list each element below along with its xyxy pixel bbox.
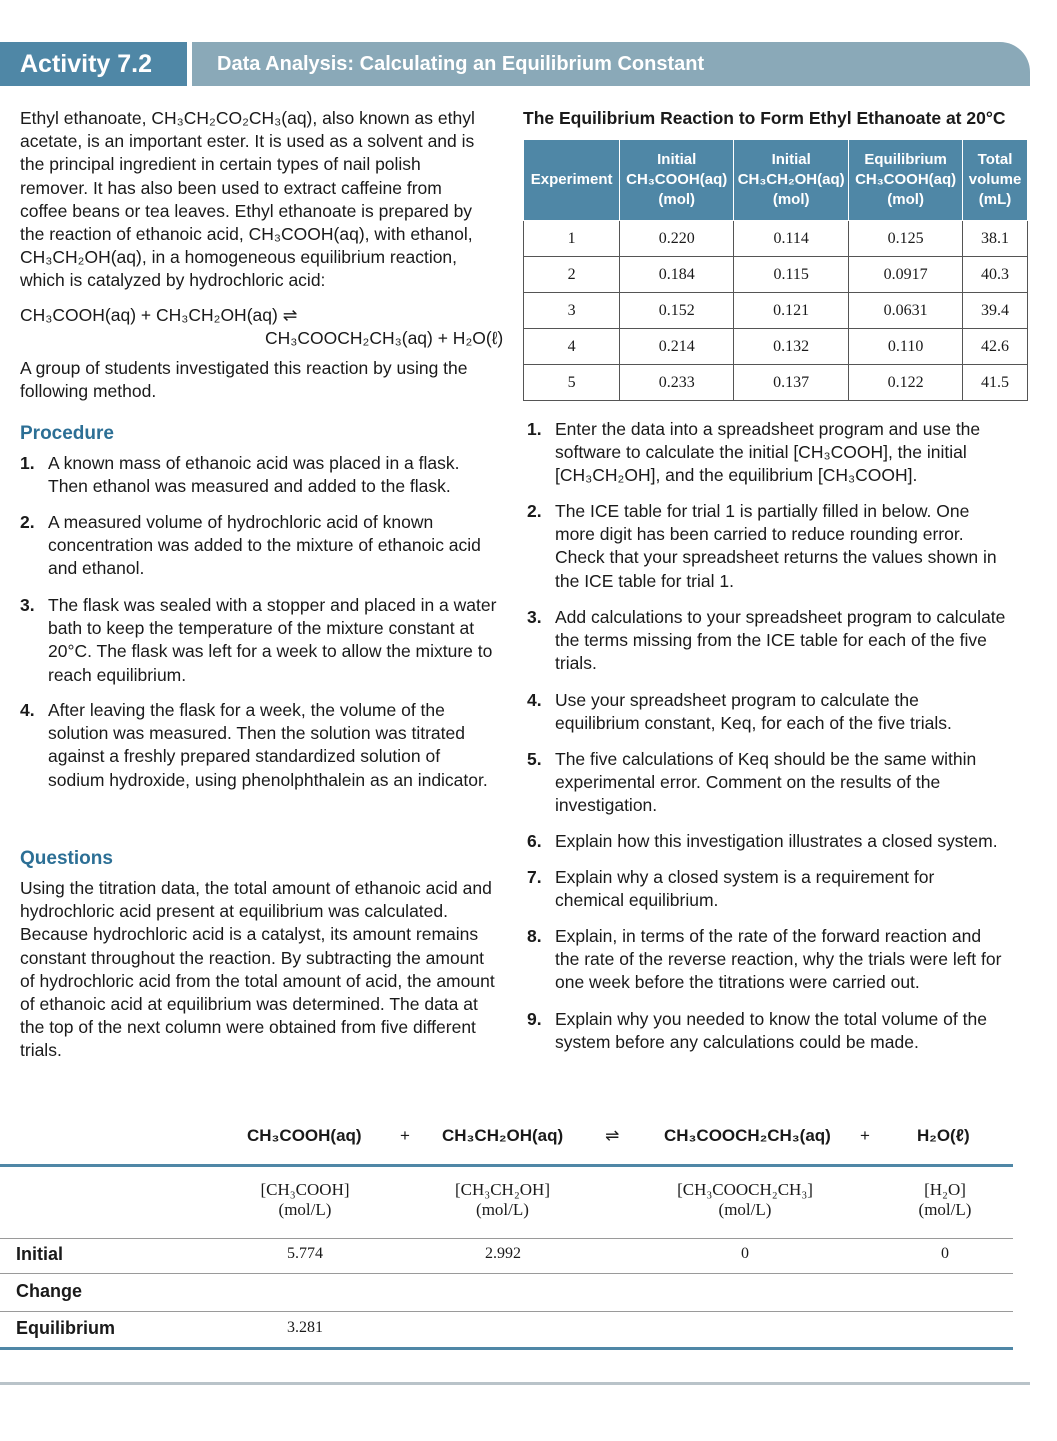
table-row xyxy=(524,365,1028,401)
questions-paragraph: Using the titration data, the total amount of ethanoic acid and hydrochloric acid present at equilibrium was calculated. Because hydrochloric acid is a catalyst, its amount remains constant throughout the reaction. By subtracting the amount of hydrochloric acid from the total amount of acid, the amount of ethanoic acid at equilibrium was determined. The data at the top of the next column were obtained from five different trials. xyxy=(20,878,495,1061)
column-header: Initial CH₃CH₂OH(aq) (mol) xyxy=(734,140,849,221)
procedure-step xyxy=(20,452,490,498)
equilibrium-arrow-icon: ⇌ xyxy=(605,1126,620,1145)
question-text: Explain, in terms of the rate of the forward reaction and the rate of the reverse reaction, why the trials were left for one week before the titrations were carried out. xyxy=(555,926,1002,993)
question-item xyxy=(527,866,1007,912)
table-cell: 0.152 xyxy=(620,293,734,329)
data-table-title: The Equilibrium Reaction to Form Ethyl Ethanoate at 20°C xyxy=(523,108,1006,128)
procedure-step xyxy=(20,594,498,687)
table-row xyxy=(524,257,1028,293)
question-text: Use your spreadsheet program to calculate the equilibrium constant, Keq, for each of the five trials. xyxy=(555,690,952,734)
question-text: Add calculations to your spreadsheet program to calculate the terms missing from the ICE table for each of the five trials. xyxy=(555,607,1006,674)
table-cell: 0.125 xyxy=(849,221,963,257)
question-number: 5. xyxy=(527,749,542,769)
table-cell: 0.0631 xyxy=(849,293,963,329)
step-number: 3. xyxy=(20,595,35,615)
ice-bottom-rule xyxy=(0,1347,1013,1350)
question-item xyxy=(527,606,1007,676)
method-intro: A group of students investigated this reaction by using the following method. xyxy=(20,358,468,402)
ice-cell: 0 xyxy=(941,1245,949,1262)
ice-species-reactant-1: CH₃COOH(aq) xyxy=(247,1126,362,1145)
ice-cell: 3.281 xyxy=(287,1319,323,1336)
question-number: 9. xyxy=(527,1009,542,1029)
ice-row-rule xyxy=(0,1273,1013,1274)
question-number: 8. xyxy=(527,926,542,946)
table-cell: 0.132 xyxy=(734,329,849,365)
step-number: 1. xyxy=(20,453,35,473)
procedure-step xyxy=(20,699,490,792)
table-cell: 39.4 xyxy=(963,293,1028,329)
ice-row-label-change xyxy=(16,1281,82,1302)
ice-species-product-2: H₂O(ℓ) xyxy=(917,1126,970,1145)
step-number: 4. xyxy=(20,700,35,720)
table-row xyxy=(524,293,1028,329)
table-cell: 42.6 xyxy=(963,329,1028,365)
ice-row-rule xyxy=(0,1238,1013,1239)
table-cell: 2 xyxy=(524,257,620,293)
ice-plus: + xyxy=(860,1126,870,1145)
questions-heading: Questions xyxy=(20,848,113,869)
question-text: Explain how this investigation illustrates a closed system. xyxy=(555,831,998,851)
ice-row-rule xyxy=(0,1311,1013,1312)
table-row xyxy=(524,329,1028,365)
question-number: 3. xyxy=(527,607,542,627)
table-cell: 0.0917 xyxy=(849,257,963,293)
ice-unit-header: [CH₃COOCH₂CH₃] (mol/L) xyxy=(677,1180,813,1219)
ice-label-text: Initial xyxy=(16,1244,64,1264)
table-cell: 0.214 xyxy=(620,329,734,365)
table-cell: 0.122 xyxy=(849,365,963,401)
ice-row-label-initial xyxy=(16,1244,63,1265)
equation-right: CH₃COOCH₂CH₃(aq) + H₂O(ℓ) xyxy=(265,328,504,348)
ice-species-reactant-2: CH₃CH₂OH(aq) xyxy=(442,1126,564,1145)
question-item xyxy=(527,748,1007,818)
table-cell: 0.114 xyxy=(734,221,849,257)
question-item xyxy=(527,1008,1007,1054)
question-number: 4. xyxy=(527,690,542,710)
step-text: After leaving the flask for a week, the volume of the solution was measured. Then the solution was titrated against a freshly prepared standardized solution of sodium hydroxide, using phenolphthalein as an indicator. xyxy=(48,700,488,790)
question-text: Enter the data into a spreadsheet program and use the software to calculate the initial [CH₃COOH], the initial [CH₃CH₂OH], and the equilibrium [CH₃COOH]. xyxy=(555,419,981,486)
ice-cell: 5.774 xyxy=(287,1245,323,1262)
column-header: Total volume (mL) xyxy=(963,140,1028,221)
question-item xyxy=(527,925,1007,995)
step-text: A known mass of ethanoic acid was placed in a flask. Then ethanol was measured and added to the flask. xyxy=(48,453,460,497)
activity-title: Data Analysis: Calculating an Equilibrium Constant xyxy=(217,53,705,75)
column-header: Equilibrium CH₃COOH(aq) (mol) xyxy=(849,140,963,221)
question-number: 7. xyxy=(527,867,542,887)
header-divider xyxy=(187,42,192,86)
step-text: The flask was sealed with a stopper and placed in a water bath to keep the temperature of the mixture constant at 20°C. The flask was left for a week to allow the mixture to reach equilibrium. xyxy=(48,595,497,685)
ice-label-text: Equilibrium xyxy=(16,1318,115,1338)
ice-unit-header: [CH₃COOH] (mol/L) xyxy=(260,1180,350,1219)
question-text: Explain why a closed system is a requirement for chemical equilibrium. xyxy=(555,867,935,911)
table-cell: 0.115 xyxy=(734,257,849,293)
ice-species-product-1: CH₃COOCH₂CH₃(aq) xyxy=(664,1126,831,1145)
table-cell: 5 xyxy=(524,365,620,401)
table-cell: 0.110 xyxy=(849,329,963,365)
question-item xyxy=(527,689,1007,735)
ice-cell: 2.992 xyxy=(485,1245,521,1262)
question-text: The five calculations of Keq should be the same within experimental error. Comment on the results of the investigation. xyxy=(555,749,977,816)
question-number: 2. xyxy=(527,501,542,521)
table-cell: 0.137 xyxy=(734,365,849,401)
page-bottom-rule xyxy=(0,1382,1030,1385)
question-number: 6. xyxy=(527,831,542,851)
table-cell: 1 xyxy=(524,221,620,257)
ice-unit-header: [H₂O] (mol/L) xyxy=(918,1180,972,1219)
question-item xyxy=(527,418,1007,488)
table-cell: 0.220 xyxy=(620,221,734,257)
table-cell: 0.233 xyxy=(620,365,734,401)
table-cell: 0.184 xyxy=(620,257,734,293)
question-text: The ICE table for trial 1 is partially filled in below. One more digit has been carried to reduce rounding error. Check that your spreadsheet returns the values shown in the ICE table for trial 1. xyxy=(555,501,997,591)
column-header: Experiment xyxy=(524,140,620,221)
equation-left: CH₃COOH(aq) + CH₃CH₂OH(aq) ⇌ xyxy=(20,305,298,325)
step-text: A measured volume of hydrochloric acid of known concentration was added to the mixture of ethanoic acid and ethanol. xyxy=(48,512,481,579)
table-cell: 0.121 xyxy=(734,293,849,329)
ice-top-rule xyxy=(0,1164,1013,1167)
question-number: 1. xyxy=(527,419,542,439)
question-text: Explain why you needed to know the total volume of the system before any calculations could be made. xyxy=(555,1009,987,1053)
column-header: Initial CH₃COOH(aq) (mol) xyxy=(620,140,734,221)
ice-cell: 0 xyxy=(741,1245,749,1262)
ice-unit-header: [CH₃CH₂OH] (mol/L) xyxy=(455,1180,550,1219)
table-cell: 4 xyxy=(524,329,620,365)
activity-header xyxy=(0,42,1030,86)
procedure-heading: Procedure xyxy=(20,423,114,444)
table-cell: 41.5 xyxy=(963,365,1028,401)
question-item xyxy=(527,830,1007,853)
intro-paragraph: Ethyl ethanoate, CH₃CH₂CO₂CH₃(aq), also known as ethyl acetate, is an important ester. It is used as a solvent and is the principal ingredient in certain types of nail polish remover. It has also been used to extract caffeine from coffee beans or tea leaves. Ethyl ethanoate is prepared by the reaction of ethanoic acid, CH₃COOH(aq), with ethanol, CH₃CH₂OH(aq), in a homogeneous equilibrium reaction, which is catalyzed by hydrochloric acid: xyxy=(20,108,475,291)
table-cell: 40.3 xyxy=(963,257,1028,293)
ice-row-label-equilibrium xyxy=(16,1318,115,1339)
question-item xyxy=(527,500,1007,593)
table-cell: 38.1 xyxy=(963,221,1028,257)
activity-number: Activity 7.2 xyxy=(0,42,187,86)
ice-label-text: Change xyxy=(16,1281,83,1301)
data-table xyxy=(523,139,1028,401)
step-number: 2. xyxy=(20,512,35,532)
table-cell: 3 xyxy=(524,293,620,329)
procedure-step xyxy=(20,511,498,581)
ice-plus: + xyxy=(400,1126,410,1145)
table-row xyxy=(524,221,1028,257)
